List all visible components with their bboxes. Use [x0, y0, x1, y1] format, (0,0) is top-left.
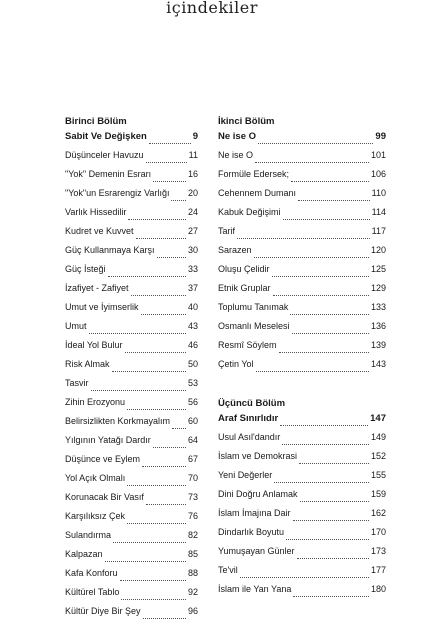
leader-dots: [272, 276, 369, 277]
toc-entry[interactable]: [218, 188, 386, 207]
entry-page: 88: [187, 568, 198, 578]
entry-title: Yeni Değerler: [218, 470, 273, 480]
entry-page: 46: [187, 340, 198, 350]
entry-title: Karşılıksız Çek: [65, 511, 126, 521]
section-2-entries: [218, 150, 386, 378]
leader-dots: [153, 447, 186, 448]
toc-entry[interactable]: [218, 508, 386, 527]
entry-page: 16: [187, 169, 198, 179]
leader-dots: [127, 485, 186, 486]
toc-entry[interactable]: [65, 150, 198, 169]
toc-entry[interactable]: [65, 416, 198, 435]
leader-dots: [142, 466, 186, 467]
leader-dots: [290, 314, 369, 315]
section-3-title-entry[interactable]: [218, 413, 386, 432]
entry-title: Umut: [65, 321, 87, 331]
leader-dots: [255, 162, 369, 163]
leader-dots: [274, 482, 369, 483]
entry-title: Dindarlık Boyutu: [218, 527, 285, 537]
leader-dots: [149, 143, 191, 144]
leader-dots: [141, 314, 186, 315]
entry-page: 67: [187, 454, 198, 464]
entry-title: Dini Doğru Anlamak: [218, 489, 298, 499]
entry-title: Resmî Söylem: [218, 340, 277, 350]
leader-dots: [258, 143, 373, 144]
toc-entry[interactable]: [65, 340, 198, 359]
entry-title: Güç Kullanmaya Karşı: [65, 245, 155, 255]
leader-dots: [300, 501, 369, 502]
leader-dots: [89, 333, 186, 334]
entry-title: Toplumu Tanımak: [218, 302, 289, 312]
leader-dots: [112, 371, 186, 372]
entry-page: 155: [370, 470, 386, 480]
toc-entry[interactable]: [65, 188, 198, 207]
leader-dots: [293, 596, 369, 597]
section-gap: [218, 378, 386, 394]
entry-title: Ne ise O: [218, 131, 257, 142]
toc-entry[interactable]: [218, 302, 386, 321]
entry-page: 30: [187, 245, 198, 255]
entry-title: Kabuk Değişimi: [218, 207, 281, 217]
leader-dots: [146, 162, 187, 163]
toc-entry[interactable]: [218, 264, 386, 283]
leader-dots: [131, 295, 186, 296]
entry-title: Sulandırma: [65, 530, 112, 540]
toc-entry[interactable]: [65, 606, 198, 625]
entry-page: 117: [371, 226, 386, 236]
entry-page: 106: [370, 169, 386, 179]
toc-entry[interactable]: [65, 397, 198, 416]
entry-title: Usul Asıl'dandır: [218, 432, 281, 442]
entry-title: Kafa Konforu: [65, 568, 118, 578]
toc-entry[interactable]: [65, 321, 198, 340]
entry-title: Umut ve İyimserlik: [65, 302, 139, 312]
entry-title: Formüle Edersek;: [218, 169, 290, 179]
section-1-heading: Birinci Bölüm: [65, 116, 127, 127]
entry-title: Kalpazan: [65, 549, 103, 559]
entry-page: 170: [370, 527, 386, 537]
entry-page: 129: [370, 283, 386, 293]
toc-entry[interactable]: [218, 546, 386, 565]
page-title: içindekiler: [166, 0, 258, 17]
entry-page: 64: [187, 435, 198, 445]
entry-page: 50: [187, 359, 198, 369]
toc-entry[interactable]: [218, 565, 386, 584]
leader-dots: [91, 390, 186, 391]
toc-entry[interactable]: [218, 340, 386, 359]
toc-entry[interactable]: [65, 302, 198, 321]
toc-entry[interactable]: [65, 378, 198, 397]
entry-title: Yumuşayan Günler: [218, 546, 295, 556]
leader-dots: [273, 295, 369, 296]
entry-page: 60: [187, 416, 198, 426]
toc-entry[interactable]: [65, 492, 198, 511]
toc-entry[interactable]: [218, 527, 386, 546]
entry-page: 92: [187, 587, 198, 597]
leader-dots: [279, 352, 369, 353]
leader-dots: [153, 181, 186, 182]
entry-title: İslam ve Demokrasi: [218, 451, 298, 461]
leader-dots: [240, 577, 369, 578]
leader-dots: [282, 444, 369, 445]
entry-page: 101: [370, 150, 386, 160]
section-3-entries: [218, 432, 386, 603]
entry-title: Tarif: [218, 226, 236, 236]
leader-dots: [171, 200, 186, 201]
entry-page: 82: [187, 530, 198, 540]
entry-title: Etnik Gruplar: [218, 283, 271, 293]
leader-dots: [108, 276, 186, 277]
leader-dots: [283, 219, 370, 220]
entry-page: 173: [370, 546, 386, 556]
toc-entry[interactable]: [218, 283, 386, 302]
leader-dots: [146, 504, 186, 505]
entry-page: 76: [187, 511, 198, 521]
toc-entry[interactable]: [65, 283, 198, 302]
toc-entry[interactable]: [65, 359, 198, 378]
toc-entry[interactable]: [65, 207, 198, 226]
toc-entry[interactable]: [218, 321, 386, 340]
leader-dots: [237, 238, 370, 239]
entry-title: Kültür Diye Bir Şey: [65, 606, 141, 616]
toc-entry[interactable]: [65, 530, 198, 549]
entry-page: 136: [370, 321, 386, 331]
entry-title: Sabit Ve Değişken: [65, 131, 147, 142]
entry-page: 147: [370, 413, 386, 424]
toc-right-column: [218, 112, 386, 603]
entry-title: Yol Açık Olmalı: [65, 473, 126, 483]
leader-dots: [128, 219, 186, 220]
section-1-title-entry[interactable]: [65, 131, 198, 150]
toc-entry[interactable]: [65, 226, 198, 245]
entry-title: Oluşu Çelidir: [218, 264, 270, 274]
entry-title: Kudret ve Kuvvet: [65, 226, 134, 236]
toc-entry[interactable]: [218, 169, 386, 188]
toc-entry[interactable]: [65, 568, 198, 587]
entry-page: 40: [187, 302, 198, 312]
entry-page: 143: [370, 359, 386, 369]
entry-title: Cehennem Dumanı: [218, 188, 297, 198]
entry-page: 73: [187, 492, 198, 502]
entry-page: 56: [187, 397, 198, 407]
entry-title: Varlık Hissedilir: [65, 207, 127, 217]
toc-entry[interactable]: [218, 584, 386, 603]
toc-entry[interactable]: [65, 245, 198, 264]
toc-entry[interactable]: [65, 587, 198, 606]
toc-entry[interactable]: [65, 169, 198, 188]
entry-page: 99: [375, 131, 386, 142]
entry-page: 120: [370, 245, 386, 255]
entry-page: 149: [370, 432, 386, 442]
toc-entry[interactable]: [65, 264, 198, 283]
entry-title: Zihin Erozyonu: [65, 397, 126, 407]
entry-page: 96: [187, 606, 198, 616]
toc-entry[interactable]: [218, 150, 386, 169]
leader-dots: [254, 257, 369, 258]
entry-page: 152: [370, 451, 386, 461]
entry-page: 20: [187, 188, 198, 198]
section-2-title-entry[interactable]: [218, 131, 386, 150]
entry-page: 53: [187, 378, 198, 388]
toc-entry[interactable]: [218, 451, 386, 470]
entry-title: "Yok" Demenin Esrarı: [65, 169, 152, 179]
entry-page: 70: [187, 473, 198, 483]
leader-dots: [127, 409, 186, 410]
entry-title: "Yok"un Esrarengiz Varlığı: [65, 188, 170, 198]
entry-page: 125: [370, 264, 386, 274]
section-2-heading: İkinci Bölüm: [218, 116, 275, 127]
entry-title: Kültürel Tablo: [65, 587, 120, 597]
entry-page: 27: [187, 226, 198, 236]
entry-title: Ne ise O: [218, 150, 254, 160]
toc-entry[interactable]: [218, 470, 386, 489]
leader-dots: [293, 520, 369, 521]
entry-title: Korunacak Bir Vasıf: [65, 492, 144, 502]
entry-title: Tasvir: [65, 378, 89, 388]
leader-dots: [291, 181, 369, 182]
entry-title: Çetin Yol: [218, 359, 254, 369]
leader-dots: [113, 542, 186, 543]
entry-title: Risk Almak: [65, 359, 110, 369]
toc-entry[interactable]: [218, 226, 386, 245]
leader-dots: [299, 463, 369, 464]
entry-page: 133: [370, 302, 386, 312]
entry-page: 37: [187, 283, 198, 293]
toc-entry[interactable]: [218, 489, 386, 508]
leader-dots: [256, 371, 369, 372]
leader-dots: [157, 257, 186, 258]
toc-entry[interactable]: [218, 359, 386, 378]
entry-page: 110: [371, 188, 386, 198]
leader-dots: [297, 558, 369, 559]
entry-page: 11: [188, 150, 198, 160]
entry-title: Güç İsteği: [65, 264, 106, 274]
toc-entry[interactable]: [218, 432, 386, 451]
leader-dots: [292, 333, 369, 334]
entry-title: Sarazen: [218, 245, 252, 255]
entry-title: Araf Sınırlıdır: [218, 413, 279, 424]
entry-page: 85: [187, 549, 198, 559]
entry-title: Belirsizlikten Korkmayalım: [65, 416, 171, 426]
leader-dots: [125, 352, 186, 353]
leader-dots: [105, 561, 186, 562]
entry-title: İslam ile Yan Yana: [218, 584, 292, 594]
entry-title: Düşünceler Havuzu: [65, 150, 144, 160]
entry-title: İslam İmajına Dair: [218, 508, 291, 518]
toc-entry[interactable]: [218, 245, 386, 264]
leader-dots: [280, 425, 368, 426]
leader-dots: [127, 523, 186, 524]
toc-entry[interactable]: [218, 207, 386, 226]
leader-dots: [136, 238, 186, 239]
entry-page: 24: [187, 207, 198, 217]
leader-dots: [120, 580, 186, 581]
toc-left-column: [65, 112, 198, 625]
entry-page: 33: [187, 264, 198, 274]
entry-page: 139: [370, 340, 386, 350]
entry-title: Osmanlı Meselesi: [218, 321, 290, 331]
entry-title: İzafiyet - Zafiyet: [65, 283, 129, 293]
entry-page: 9: [192, 131, 198, 142]
leader-dots: [298, 200, 370, 201]
entry-page: 159: [370, 489, 386, 499]
leader-dots: [172, 428, 186, 429]
toc-entry[interactable]: [65, 473, 198, 492]
entry-page: 114: [371, 207, 386, 217]
leader-dots: [286, 539, 369, 540]
toc-entry[interactable]: [65, 511, 198, 530]
toc-entry[interactable]: [65, 435, 198, 454]
toc-entry[interactable]: [65, 454, 198, 473]
section-3-heading: Üçüncü Bölüm: [218, 398, 286, 409]
toc-entry[interactable]: [65, 549, 198, 568]
entry-title: İdeal Yol Bulur: [65, 340, 123, 350]
entry-title: Yılgının Yatağı Dardır: [65, 435, 151, 445]
entry-title: Düşünce ve Eylem: [65, 454, 141, 464]
leader-dots: [143, 618, 186, 619]
entry-page: 162: [370, 508, 386, 518]
entry-page: 180: [370, 584, 386, 594]
entry-title: Te'vil: [218, 565, 238, 575]
section-1-entries: [65, 150, 198, 625]
entry-page: 177: [370, 565, 386, 575]
entry-page: 43: [187, 321, 198, 331]
